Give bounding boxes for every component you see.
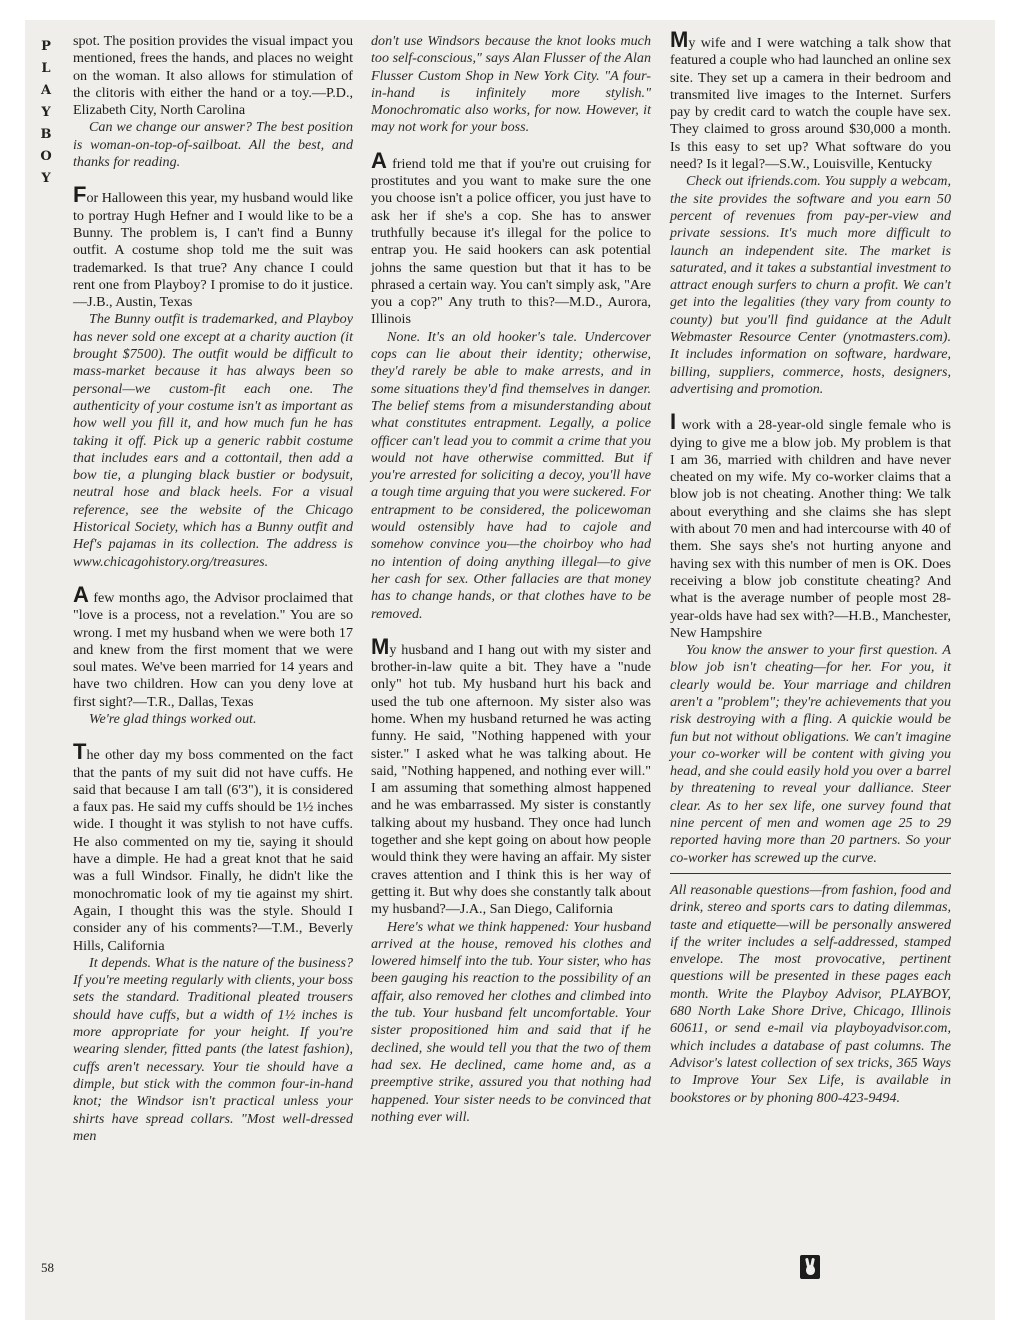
letter: A few months ago, the Advisor proclaimed that "love is a process, not a revelation." You are so wrong. I met my husband when we were both 17 and knew from the first moment that we were soul mates. We've been married for 14 years and have two children. How can you deny love at first sight?—T.R., Dallas, Texas bbox=[73, 581, 353, 710]
magazine-name: PLAYBOY bbox=[40, 39, 52, 186]
drop-cap: M bbox=[371, 633, 390, 659]
letter: My wife and I were watching a talk show that featured a couple who had launched an online sex site. They set up a camera in their bedroom and transmited live images to the Internet. Surfers pay by credit card to watch the couple have sex. They claimed to gross around $30,000 a month. Is this easy to set up? What software do you need? Is it legal?—S.W., Louisville, Kentucky bbox=[670, 27, 951, 173]
answer: It depends. What is the nature of the business? If you're meeting regularly with clients, your boss sets the standard. Traditional pleated trousers should have cuffs, but a width of 1½ inches is more appropriate for your height. If you're wearing slender, fitted pants (the latest fashion), cuffs aren't necessary. Your tie should have a dimple, but stick with the common four-in-hand knot; the Windsor isn't practical unless your shirts have spread collars. "Most well-dressed men bbox=[73, 954, 353, 1144]
rabbit-head-logo-icon bbox=[800, 1255, 820, 1279]
letter-continuation: spot. The position provides the visual impact you mentioned, frees the hands, and places no weight on the woman. It also allows for stimulation of the clitoris with either the hand or a toy.—P.D., Elizabeth City, North Carolina bbox=[73, 33, 353, 119]
column-3 bbox=[670, 27, 951, 1107]
letter: The other day my boss commented on the fact that the pants of my suit did not have cuffs. He said that because I am tall (6'3"), it is considered a faux pas. He said my cuffs should be 1½ inches wide. I thought it was stylish to not have cuffs. He also commented on my tie, saying it should have a dimple. He had a great knot that he said was a full Windsor. Finally, he didn't like the monochromatic look of my tie against my shirt. Again, I thought this was the style. Should I consider any of his comments?—T.M., Beverly Hills, California bbox=[73, 739, 353, 954]
drop-cap: T bbox=[73, 739, 87, 765]
drop-cap: I bbox=[670, 409, 677, 435]
answer: None. It's an old hooker's tale. Undercover cops can lie about their identity; otherwise, they'd rarely be able to make arrests, and in some situations they'd find themselves in danger. The belief stems from a misunderstanding about what constitutes entrapment. Legally, a police officer can't lead you to commit a crime that you would not have otherwise committed. But if you're arrested for soliciting a decoy, you'll have a tough time arguing that you were suckered. For entrapment to be considered, the policewoman would ostensibly have had to cajole and somehow convince you—the choirboy who had no intention of doing anything illegal—to give her cash for sex. Other fallacies are that money has to change hands, or that clothes have to be removed. bbox=[371, 328, 651, 622]
drop-cap: A bbox=[371, 147, 387, 173]
column-2 bbox=[371, 33, 651, 1126]
drop-cap: A bbox=[73, 581, 89, 607]
answer: Here's what we think happened: Your husband arrived at the house, removed his clothes and lowered himself into the tub. Your sister, who has been gauging his reaction to the possibility of an affair, also removed her clothes and climbed into the tub. Your husband felt uncomfortable. Your sister propositioned him and said that if he declined, she would tell you that the two of them had sex. He declined, came home and, as a preemptive strike, assured you that nothing had happened. Your sister needs to be convinced that nothing ever will. bbox=[371, 918, 651, 1125]
divider bbox=[670, 873, 951, 874]
answer-continuation: don't use Windsors because the knot looks much too self-conscious," says Alan Flusser of the Alan Flusser Custom Shop in New York City. "A four-in-hand is infinitely more stylish." Monochromatic also works, for now. However, it may not work for your boss. bbox=[371, 33, 651, 136]
advisor-footer-note: All reasonable questions—from fashion, food and drink, stereo and sports cars to dating dilemmas, taste and etiquette—will be personally answered if the writer includes a self-addressed, stamped envelope. The most provocative, pertinent questions will be presented in these pages each month. Write the Playboy Advisor, PLAYBOY, 680 North Lake Shore Drive, Chicago, Illinois 60611, or send e-mail via playboyadvisor.com, which includes a database of past columns. The Advisor's latest collection of sex tricks, 365 Ways to Improve Your Sex Life, is available in bookstores or by phoning 800-423-9494. bbox=[670, 881, 951, 1106]
letter: For Halloween this year, my husband would like to portray Hugh Hefner and I would like to be a Bunny. The problem is, I can't find a Bunny outfit. A costume shop told me the suit was trademarked. Is that true? Any chance I could rent one from Playboy? I promise to do it justice.—J.B., Austin, Texas bbox=[73, 182, 353, 311]
running-head bbox=[38, 36, 54, 190]
answer: We're glad things worked out. bbox=[89, 710, 257, 727]
column-1 bbox=[73, 33, 353, 1145]
drop-cap: M bbox=[670, 27, 689, 52]
letter: My husband and I hang out with my sister and brother-in-law quite a bit. They have a "nude only" hot tub. My husband hurt his back and used the tub one afternoon. My sister also was home. When my husband returned he was acting funny. He said, "Nothing happened with your sister." I asked what he was talking about. He said, "Nothing happened, and nothing ever will." I am assuming that something almost happened and he was embarrassed. My sister is constantly talking about my husband. They once had lunch together and she kept going on about how people would think they were having an affair. My sister craves attention and I think this is her way of getting it. But why does she constantly talk about my husband?—J.A., San Diego, California bbox=[371, 633, 651, 918]
letter: I work with a 28-year-old single female who is dying to give me a blow job. My problem is that I am 36, married with children and have never cheated on my wife. My co-worker claims that a blow job is not cheating. Another thing: We talk about everything and she claims she has slept with about 70 men and had intercourse with 40 of them. She says she's not hurting anyone and having sex with this number of men is OK. Does receiving a blow job constitute cheating? And what is the average number of people most 28-year-olds have had sex with?—H.B., Manchester, New Hampshire bbox=[670, 409, 951, 641]
page-number: 58 bbox=[41, 1260, 54, 1275]
answer: You know the answer to your first question. A blow job isn't cheating—for her. For you, it clearly would be. Your marriage and children aren't a "problem"; they're achievements that you risk destroying with a fling. A quickie would be fun but not without obligations. We can't imagine your co-worker will be content with giving you head, and she could easily hold you over a barrel by threatening to reveal your dalliance. Steer clear. As to her sex life, one survey found that nine percent of men and women age 25 to 29 reported having more than 20 partners. So your co-worker has screwed up the curve. bbox=[670, 642, 951, 866]
answer: Check out ifriends.com. You supply a webcam, the site provides the software and you earn 50 percent of revenues from pay-per-view and private sessions. It's much more difficult to launch an independent site. The market is saturated, and it takes a substantial investment to attract enough surfers to churn a profit. We can't get into the legalities (they vary from county to county) but you'll find guidance at the Adult Webmaster Resource Center (ynotmasters.com). It includes information on software, hardware, billing, suppliers, commerce, hosts, designers, advertising and promotion. bbox=[670, 173, 951, 397]
answer: Can we change our answer? The best position is woman-on-top-of-sailboat. All the best, and thanks for reading. bbox=[73, 119, 353, 171]
answer: The Bunny outfit is trademarked, and Playboy has never sold one except at a charity auction (it brought $7500). The outfit would be difficult to mass-market because it has always been so personal—we custom-fit each one. The authenticity of your costume isn't as important as how well you fill it, and how much fun he has taking it off. Pick up a generic rabbit costume that includes ears and a cottontail, then add a bow tie, a plunging black bustier or bodysuit, neutral hose and black heels. For a visual reference, see the website of the Chicago Historical Society, which has a Bunny outfit and Hef's pajamas in its collection. The address is www.chicagohistory.org/treasures. bbox=[73, 311, 353, 570]
drop-cap: F bbox=[73, 182, 87, 208]
letter: A friend told me that if you're out cruising for prostitutes and you want to make sure the one you choose isn't a police officer, you just have to ask her if she's a cop. She has to answer truthfully because it's illegal for the police to entrap you. He said hookers can ask potential johns the same question but that it has to be phrased a certain way. You can't simply ask, "Are you a cop?" Any truth to this?—M.D., Aurora, Illinois bbox=[371, 147, 651, 328]
